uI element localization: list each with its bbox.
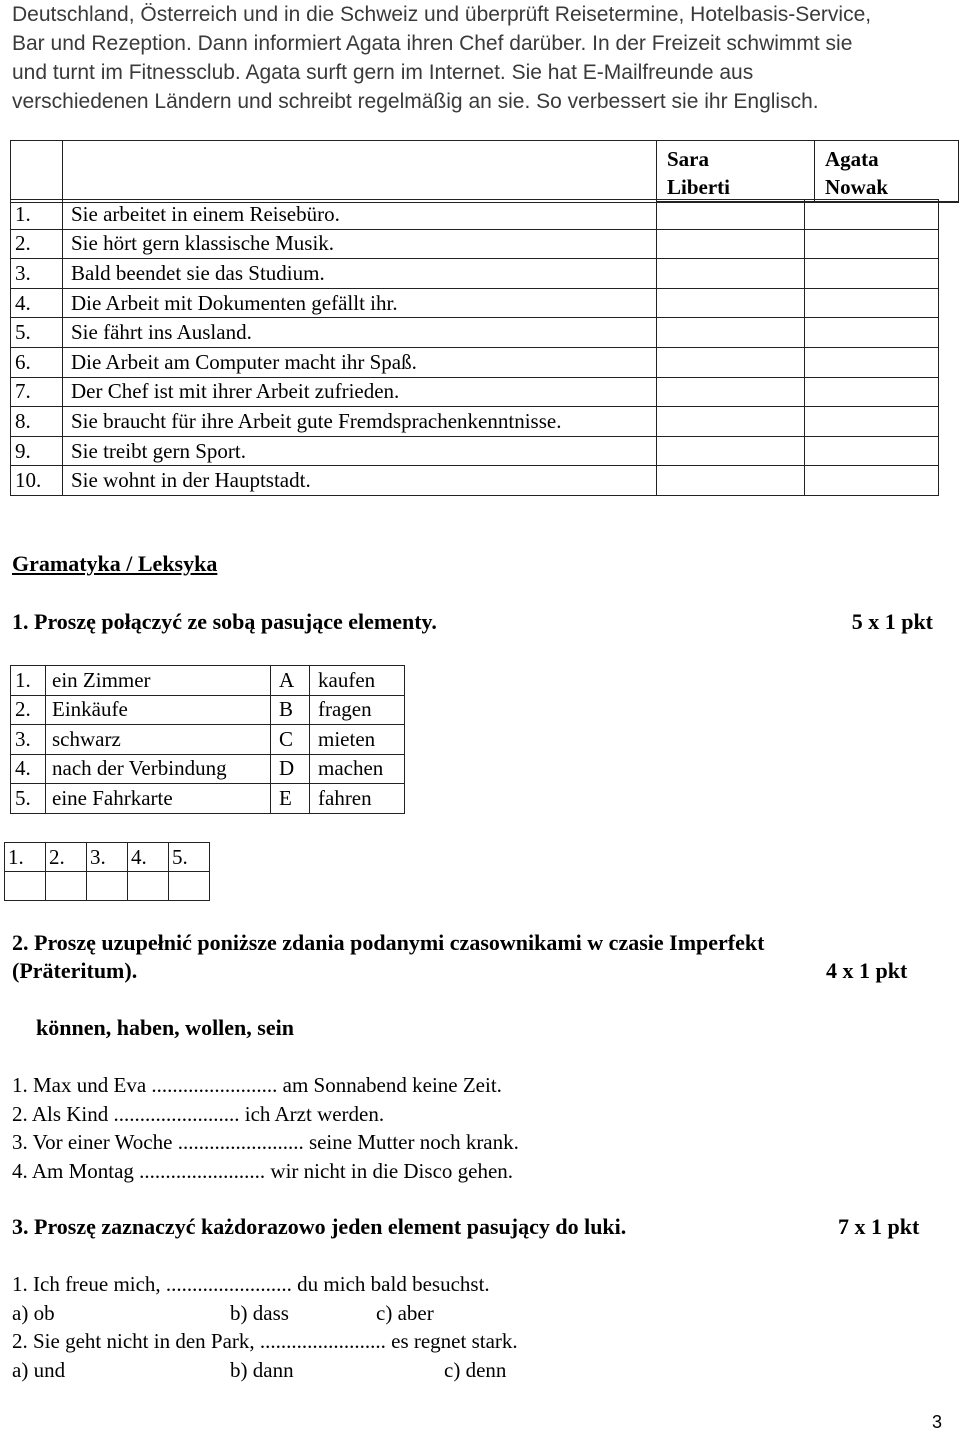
statement-text: Sie hört gern klassische Musik. (63, 229, 657, 259)
item-phrase: nach der Verbindung (46, 754, 271, 784)
item-number: 2. (11, 695, 46, 725)
answer-label: 5. (169, 843, 210, 872)
statement-number: 8. (11, 407, 63, 437)
task2-points: 4 x 1 pkt (826, 958, 908, 983)
statement-number: 6. (11, 347, 63, 377)
item-verb: kaufen (310, 666, 405, 696)
item-verb: mieten (310, 725, 405, 755)
header-first-name: Sara (667, 147, 709, 171)
question-1: 1. Ich freue mich, ........................ du mich bald besuchst. (12, 1272, 490, 1296)
intro-line: verschiedenen Ländern und schreibt regelmäßig an sie. So verbessert sie ihr Englisch. (12, 90, 819, 113)
task3-points: 7 x 1 pkt (838, 1214, 920, 1239)
statement-number: 2. (11, 229, 63, 259)
option-c[interactable]: c) aber (376, 1301, 434, 1325)
sentence: 1. Max und Eva ........................ am Sonnabend keine Zeit. (12, 1073, 502, 1097)
column-header-agata-nowak (815, 141, 959, 202)
statement-text: Sie braucht für ihre Arbeit gute Fremdsprachenkenntnisse. (63, 407, 657, 437)
task1-points: 5 x 1 pkt (851, 609, 933, 634)
answer-label: 4. (128, 843, 169, 872)
answer-label: 1. (5, 843, 46, 872)
statement-text: Sie wohnt in der Hauptstadt. (63, 466, 657, 496)
item-phrase: schwarz (46, 725, 271, 755)
item-number: 3. (11, 725, 46, 755)
answer-cell-sara[interactable] (657, 288, 805, 318)
task2-title-line1: 2. Proszę uzupełnić poniższe zdania podanymi czasownikami w czasie Imperfekt (12, 930, 765, 955)
statement-row (11, 259, 939, 289)
answer-cell-agata[interactable] (805, 407, 939, 437)
item-verb: fahren (310, 784, 405, 814)
person-statement-table (10, 140, 959, 203)
question-2: 2. Sie geht nicht in den Park, ........................ es regnet stark. (12, 1329, 518, 1353)
table-header-empty (63, 141, 657, 203)
answer-grid (4, 842, 210, 901)
column-header-sara-liberti (657, 141, 815, 202)
answer-box[interactable] (5, 872, 46, 901)
section-title: Gramatyka / Leksyka (12, 551, 218, 576)
item-number: 1. (11, 666, 46, 696)
answer-cell-sara[interactable] (657, 318, 805, 348)
answer-cell-sara[interactable] (657, 436, 805, 466)
sentence: 2. Als Kind ........................ ich Arzt werden. (12, 1102, 385, 1126)
statement-row (11, 407, 939, 437)
statement-text: Bald beendet sie das Studium. (63, 259, 657, 289)
option-b[interactable]: b) dann (230, 1358, 294, 1382)
matching-row (11, 666, 405, 696)
option-a[interactable]: a) und (12, 1358, 66, 1382)
item-letter: B (271, 695, 310, 725)
answer-cell-agata[interactable] (805, 436, 939, 466)
table-header-empty (11, 141, 63, 203)
item-letter: E (271, 784, 310, 814)
page-number: 3 (931, 1412, 942, 1432)
task2-title-line2: (Präteritum). (12, 958, 138, 983)
answer-label: 3. (87, 843, 128, 872)
statement-number: 4. (11, 288, 63, 318)
answer-cell-agata[interactable] (805, 347, 939, 377)
matching-table (10, 665, 405, 814)
statement-number: 3. (11, 259, 63, 289)
answer-cell-agata[interactable] (805, 466, 939, 496)
statement-text: Sie arbeitet in einem Reisebüro. (63, 200, 657, 230)
answer-cell-sara[interactable] (657, 259, 805, 289)
task1-title: 1. Proszę połączyć ze sobą pasujące elementy. (12, 609, 437, 634)
sentence: 4. Am Montag ........................ wir nicht in die Disco gehen. (12, 1159, 514, 1183)
matching-row (11, 784, 405, 814)
item-letter: D (271, 754, 310, 784)
intro-line: Deutschland, Österreich und in die Schweiz und überprüft Reisetermine, Hotelbasis-Service, (12, 3, 872, 26)
statement-number: 10. (11, 466, 63, 496)
statement-number: 7. (11, 377, 63, 407)
statement-row (11, 466, 939, 496)
item-number: 5. (11, 784, 46, 814)
answer-cell-sara[interactable] (657, 200, 805, 230)
statement-text: Die Arbeit am Computer macht ihr Spaß. (63, 347, 657, 377)
item-letter: C (271, 725, 310, 755)
answer-box[interactable] (169, 872, 210, 901)
answer-cell-sara[interactable] (657, 347, 805, 377)
statement-number: 1. (11, 200, 63, 230)
statement-row (11, 377, 939, 407)
option-b[interactable]: b) dass (230, 1301, 289, 1325)
item-verb: fragen (310, 695, 405, 725)
option-c[interactable]: c) denn (444, 1358, 507, 1382)
answer-cell-sara[interactable] (657, 407, 805, 437)
answer-box[interactable] (87, 872, 128, 901)
statement-row (11, 200, 939, 230)
intro-line: und turnt im Fitnessclub. Agata surft gern im Internet. Sie hat E-Mailfreunde aus (12, 61, 754, 84)
statement-row (11, 288, 939, 318)
answer-cell-sara[interactable] (657, 377, 805, 407)
statement-row (11, 347, 939, 377)
statement-text: Sie fährt ins Ausland. (63, 318, 657, 348)
item-phrase: ein Zimmer (46, 666, 271, 696)
answer-box[interactable] (128, 872, 169, 901)
statement-row (11, 318, 939, 348)
item-phrase: eine Fahrkarte (46, 784, 271, 814)
answer-cell-agata[interactable] (805, 200, 939, 230)
answer-box[interactable] (46, 872, 87, 901)
matching-row (11, 695, 405, 725)
statement-text: Sie treibt gern Sport. (63, 436, 657, 466)
task3-title: 3. Proszę zaznaczyć każdorazowo jeden element pasujący do luki. (12, 1214, 627, 1239)
intro-line: Bar und Rezeption. Dann informiert Agata ihren Chef darüber. In der Freizeit schwimmt sie (12, 32, 853, 55)
answer-cell-sara[interactable] (657, 229, 805, 259)
header-first-name: Agata (825, 147, 879, 171)
sentence: 3. Vor einer Woche ........................ seine Mutter noch krank. (12, 1130, 519, 1154)
statement-text: Die Arbeit mit Dokumenten gefällt ihr. (63, 288, 657, 318)
answer-cell-agata[interactable] (805, 288, 939, 318)
answer-cell-agata[interactable] (805, 229, 939, 259)
item-letter: A (271, 666, 310, 696)
answer-cell-agata[interactable] (805, 377, 939, 407)
answer-cell-sara[interactable] (657, 466, 805, 496)
header-last-name: Liberti (667, 175, 730, 199)
statement-text: Der Chef ist mit ihrer Arbeit zufrieden. (63, 377, 657, 407)
header-last-name: Nowak (825, 175, 889, 199)
statement-rows (10, 199, 939, 496)
statement-number: 5. (11, 318, 63, 348)
statement-row (11, 229, 939, 259)
item-verb: machen (310, 754, 405, 784)
answer-cell-agata[interactable] (805, 259, 939, 289)
statement-row (11, 436, 939, 466)
answer-cell-agata[interactable] (805, 318, 939, 348)
matching-row (11, 754, 405, 784)
answer-label: 2. (46, 843, 87, 872)
item-number: 4. (11, 754, 46, 784)
statement-number: 9. (11, 436, 63, 466)
task2-verbs: können, haben, wollen, sein (36, 1015, 294, 1040)
intro-paragraph (12, 0, 944, 116)
item-phrase: Einkäufe (46, 695, 271, 725)
option-a[interactable]: a) ob (12, 1301, 55, 1325)
matching-row (11, 725, 405, 755)
